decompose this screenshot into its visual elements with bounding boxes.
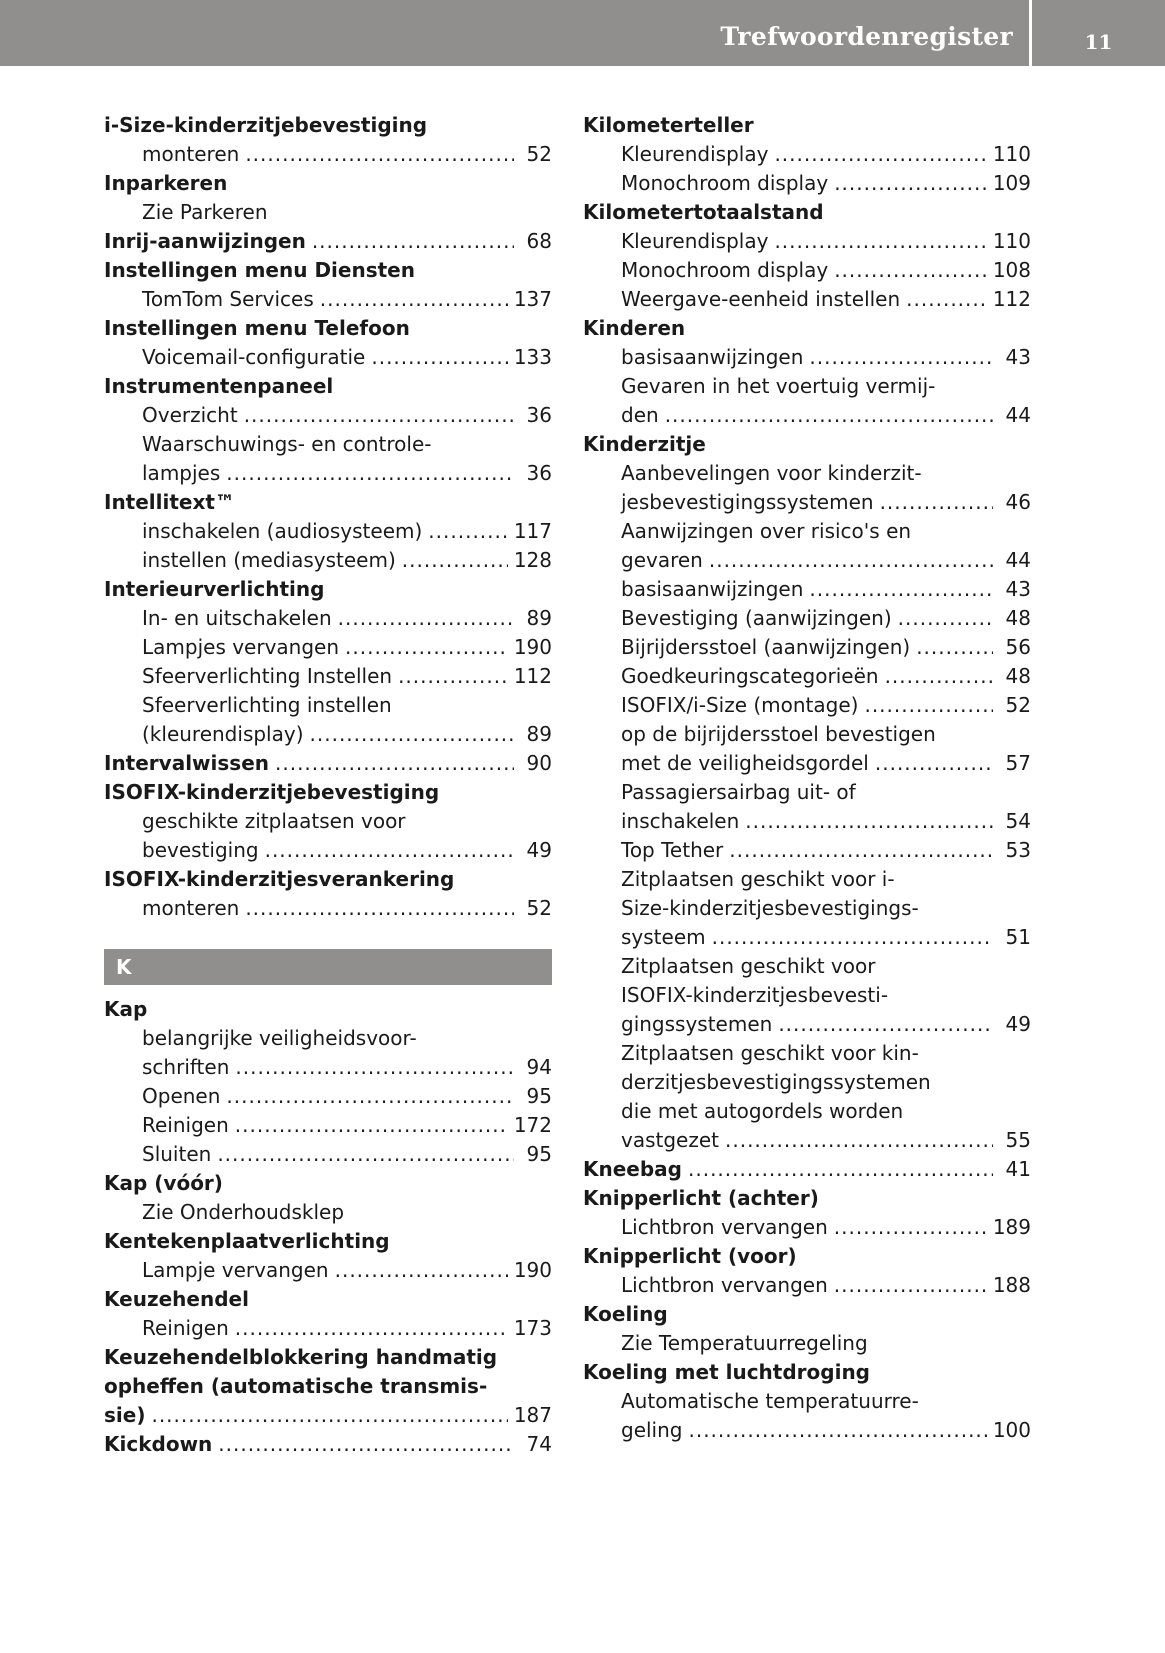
entry-text: ISOFIX-kinderzitjebevestiging — [104, 780, 440, 804]
index-entry — [104, 995, 552, 1024]
page-reference: 52 — [526, 896, 552, 920]
page-reference: 128 — [513, 548, 552, 572]
entry-text: Kap — [104, 997, 148, 1021]
dot-leader — [745, 807, 993, 836]
page-reference: 89 — [526, 606, 552, 630]
entry-text: Kleurendisplay — [621, 229, 769, 253]
entry-text: gingssystemen — [621, 1012, 773, 1036]
dot-leader — [834, 256, 987, 285]
page-reference: 94 — [526, 1055, 552, 1079]
index-list-k — [104, 995, 552, 1459]
section-header-k: K — [104, 949, 552, 985]
index-subentry — [104, 720, 552, 749]
page-reference: 109 — [992, 171, 1031, 195]
entry-text: Instrumentenpaneel — [104, 374, 334, 398]
entry-text: Koeling met luchtdroging — [583, 1360, 871, 1384]
entry-text: Interieurverlichting — [104, 577, 325, 601]
index-entry — [104, 1227, 552, 1256]
page-reference: 36 — [526, 403, 552, 427]
entry-text: Kickdown — [104, 1432, 213, 1456]
entry-text: Kilometertotaalstand — [583, 200, 824, 224]
dot-leader — [729, 836, 993, 865]
entry-text: monteren — [142, 142, 240, 166]
page-reference: 48 — [1005, 664, 1031, 688]
entry-text: met de veiligheidsgordel — [621, 751, 869, 775]
index-entry — [104, 169, 552, 198]
entry-text: belangrijke veiligheidsvoor- — [142, 1026, 417, 1050]
index-subentry — [104, 401, 552, 430]
entry-text: geling — [621, 1418, 683, 1442]
dot-leader — [834, 1213, 987, 1242]
entry-text: Aanbevelingen voor kinderzit- — [621, 461, 922, 485]
page-reference: 112 — [992, 287, 1031, 311]
dot-leader — [235, 1111, 508, 1140]
entry-text: Lampjes vervangen — [142, 635, 340, 659]
dot-leader — [834, 1271, 987, 1300]
index-subentry — [583, 1271, 1031, 1300]
index-subentry — [583, 1329, 1031, 1358]
index-entry — [104, 865, 552, 894]
index-subentry — [583, 836, 1031, 865]
index-subentry — [104, 807, 552, 836]
entry-text: Koeling — [583, 1302, 668, 1326]
dot-leader — [244, 401, 514, 430]
dot-leader — [335, 1256, 508, 1285]
page-reference: 190 — [513, 635, 552, 659]
index-subentry — [104, 1198, 552, 1227]
page-reference: 108 — [992, 258, 1031, 282]
dot-leader — [338, 604, 514, 633]
entry-text: basisaanwijzingen — [621, 577, 804, 601]
index-subentry — [583, 401, 1031, 430]
page-reference: 54 — [1005, 809, 1031, 833]
index-subentry — [583, 1126, 1031, 1155]
dot-leader — [235, 1314, 508, 1343]
page-reference: 110 — [992, 229, 1031, 253]
entry-text: Knipperlicht (voor) — [583, 1244, 797, 1268]
index-entry — [583, 1358, 1031, 1387]
index-entry — [104, 749, 552, 778]
entry-text: Sfeerverlichting instellen — [142, 693, 392, 717]
entry-text: systeem — [621, 925, 706, 949]
dot-leader — [245, 894, 514, 923]
index-entry — [583, 1300, 1031, 1329]
page-reference: 90 — [526, 751, 552, 775]
page-reference: 89 — [526, 722, 552, 746]
page-reference: 36 — [526, 461, 552, 485]
index-subentry — [104, 198, 552, 227]
entry-text: i-Size-kinderzitjebevestiging — [104, 113, 428, 137]
page-reference: 52 — [526, 142, 552, 166]
index-subentry — [583, 1387, 1031, 1416]
entry-text: Instellingen menu Diensten — [104, 258, 415, 282]
entry-text: Sluiten — [142, 1142, 212, 1166]
dot-leader — [880, 488, 993, 517]
entry-text: Inrij-aanwijzingen — [104, 229, 306, 253]
index-subentry — [104, 662, 552, 691]
entry-text: den — [621, 403, 659, 427]
entry-text: Keuzehendel — [104, 1287, 249, 1311]
entry-text: Kleurendisplay — [621, 142, 769, 166]
index-subentry — [583, 894, 1031, 923]
page-reference: 44 — [1005, 548, 1031, 572]
entry-text: schriften — [142, 1055, 230, 1079]
index-subentry — [104, 140, 552, 169]
dot-leader — [428, 517, 508, 546]
entry-text: die met autogordels worden — [621, 1099, 904, 1123]
dot-leader — [345, 633, 508, 662]
dot-leader — [885, 662, 993, 691]
entry-text: derzitjesbevestigingssystemen — [621, 1070, 931, 1094]
entry-text: jesbevestigingssystemen — [621, 490, 874, 514]
page-reference: 74 — [526, 1432, 552, 1456]
index-subentry — [583, 604, 1031, 633]
dot-leader — [916, 633, 993, 662]
entry-text: Zitplaatsen geschikt voor kin- — [621, 1041, 919, 1065]
entry-text: op de bijrijdersstoel bevestigen — [621, 722, 936, 746]
page-reference: 172 — [513, 1113, 552, 1137]
index-subentry — [104, 691, 552, 720]
page-reference: 187 — [513, 1403, 552, 1427]
index-entry — [104, 111, 552, 140]
index-entry — [104, 1343, 552, 1372]
page-reference: 95 — [526, 1142, 552, 1166]
index-subentry — [104, 604, 552, 633]
dot-leader — [371, 343, 507, 372]
dot-leader — [774, 227, 986, 256]
page-reference: 117 — [513, 519, 552, 543]
index-entry — [583, 1184, 1031, 1213]
entry-text: Kilometerteller — [583, 113, 754, 137]
entry-text: Openen — [142, 1084, 221, 1108]
page-reference: 44 — [1005, 403, 1031, 427]
index-entry — [104, 778, 552, 807]
entry-text: Bijrijdersstoel (aanwijzingen) — [621, 635, 911, 659]
page-number: 11 — [1084, 30, 1113, 54]
dot-leader — [712, 923, 993, 952]
dot-leader — [275, 749, 514, 778]
page-reference: 133 — [513, 345, 552, 369]
entry-text: Zie Temperatuurregeling — [621, 1331, 868, 1355]
page-reference: 56 — [1005, 635, 1031, 659]
entry-text: Zitplaatsen geschikt voor i- — [621, 867, 895, 891]
entry-text: Voicemail-configuratie — [142, 345, 366, 369]
index-subentry — [104, 517, 552, 546]
index-entry — [104, 1372, 552, 1401]
entry-text: Lichtbron vervangen — [621, 1215, 828, 1239]
entry-text: Bevestiging (aanwijzingen) — [621, 606, 892, 630]
page-reference: 43 — [1005, 345, 1031, 369]
index-subentry — [104, 1140, 552, 1169]
entry-text: ISOFIX-kinderzitjesbevesti- — [621, 983, 889, 1007]
index-subentry — [104, 1024, 552, 1053]
dot-leader — [217, 1140, 514, 1169]
dot-leader — [864, 691, 993, 720]
entry-text: Instellingen menu Telefoon — [104, 316, 410, 340]
entry-text: Passagiersairbag uit- of — [621, 780, 856, 804]
index-entry — [104, 314, 552, 343]
entry-text: Sfeerverlichting Instellen — [142, 664, 393, 688]
index-entry — [104, 1401, 552, 1430]
entry-text: (kleurendisplay) — [142, 722, 304, 746]
entry-text: Monochroom display — [621, 171, 829, 195]
entry-text: Lampje vervangen — [142, 1258, 329, 1282]
dot-leader — [898, 604, 993, 633]
index-list-k-continued — [583, 111, 1031, 1445]
index-entry — [104, 575, 552, 604]
entry-text: In- en uitschakelen — [142, 606, 332, 630]
dot-leader — [778, 1010, 993, 1039]
entry-text: Kentekenplaatverlichting — [104, 1229, 390, 1253]
entry-text: inschakelen (audiosysteem) — [142, 519, 423, 543]
index-subentry — [583, 981, 1031, 1010]
entry-text: lampjes — [142, 461, 221, 485]
index-subentry — [583, 285, 1031, 314]
entry-text: Lichtbron vervangen — [621, 1273, 828, 1297]
page-reference: 188 — [992, 1273, 1031, 1297]
dot-leader — [725, 1126, 993, 1155]
dot-leader — [402, 546, 508, 575]
entry-text: Size-kinderzitjesbevestigings- — [621, 896, 919, 920]
index-subentry — [583, 691, 1031, 720]
index-subentry — [583, 633, 1031, 662]
dot-leader — [906, 285, 987, 314]
page-reference: 173 — [513, 1316, 552, 1340]
index-list-i — [104, 111, 552, 923]
entry-text: ISOFIX-kinderzitjesverankering — [104, 867, 455, 891]
index-entry — [583, 198, 1031, 227]
entry-text: Zitplaatsen geschikt voor — [621, 954, 876, 978]
index-column-right — [583, 111, 1031, 1445]
dot-leader — [665, 401, 993, 430]
page-reference: 110 — [992, 142, 1031, 166]
index-subentry — [583, 807, 1031, 836]
entry-text: Aanwijzingen over risico's en — [621, 519, 912, 543]
index-subentry — [104, 633, 552, 662]
index-entry — [583, 430, 1031, 459]
page-reference: 68 — [526, 229, 552, 253]
entry-text: Kinderzitje — [583, 432, 706, 456]
index-subentry — [583, 575, 1031, 604]
entry-text: Waarschuwings- en controle- — [142, 432, 432, 456]
dot-leader — [218, 1430, 514, 1459]
entry-text: bevestiging — [142, 838, 259, 862]
entry-text: Gevaren in het voertuig vermij- — [621, 374, 936, 398]
index-entry — [583, 314, 1031, 343]
page-reference: 48 — [1005, 606, 1031, 630]
page-reference: 189 — [992, 1215, 1031, 1239]
entry-text: Monochroom display — [621, 258, 829, 282]
entry-text: geschikte zitplaatsen voor — [142, 809, 406, 833]
page-reference: 112 — [513, 664, 552, 688]
index-subentry — [104, 285, 552, 314]
entry-text: inschakelen — [621, 809, 740, 833]
entry-text: Automatische temperatuurre- — [621, 1389, 919, 1413]
dot-leader — [151, 1401, 507, 1430]
page-reference: 49 — [526, 838, 552, 862]
dot-leader — [809, 575, 993, 604]
dot-leader — [226, 1082, 514, 1111]
index-subentry — [104, 546, 552, 575]
index-subentry — [104, 1082, 552, 1111]
entry-text: Inparkeren — [104, 171, 228, 195]
dot-leader — [774, 140, 986, 169]
page-reference: 57 — [1005, 751, 1031, 775]
entry-text: TomTom Services — [142, 287, 314, 311]
index-subentry — [583, 1068, 1031, 1097]
index-entry — [583, 1242, 1031, 1271]
entry-text: Zie Onderhoudsklep — [142, 1200, 345, 1224]
page-reference: 52 — [1005, 693, 1031, 717]
index-subentry — [583, 662, 1031, 691]
entry-text: Kinderen — [583, 316, 686, 340]
page-reference: 53 — [1005, 838, 1031, 862]
index-subentry — [104, 1111, 552, 1140]
index-subentry — [583, 749, 1031, 778]
dot-leader — [834, 169, 987, 198]
index-subentry — [104, 1256, 552, 1285]
entry-text: sie) — [104, 1403, 146, 1427]
index-subentry — [583, 372, 1031, 401]
index-entry — [104, 256, 552, 285]
index-subentry — [104, 894, 552, 923]
index-subentry — [583, 488, 1031, 517]
index-subentry — [583, 169, 1031, 198]
dot-leader — [688, 1416, 986, 1445]
entry-text: ISOFIX/i-Size (montage) — [621, 693, 859, 717]
index-subentry — [583, 778, 1031, 807]
index-entry — [104, 1169, 552, 1198]
entry-text: Intellitext™ — [104, 490, 235, 514]
entry-text: Kap (vóór) — [104, 1171, 223, 1195]
index-subentry — [104, 459, 552, 488]
entry-text: Zie Parkeren — [142, 200, 268, 224]
index-entry — [104, 372, 552, 401]
dot-leader — [809, 343, 993, 372]
entry-text: vastgezet — [621, 1128, 719, 1152]
index-subentry — [583, 952, 1031, 981]
entry-text: monteren — [142, 896, 240, 920]
index-subentry — [583, 865, 1031, 894]
index-subentry — [104, 1053, 552, 1082]
entry-text: instellen (mediasysteem) — [142, 548, 396, 572]
dot-leader — [398, 662, 508, 691]
entry-text: opheffen (automatische transmis- — [104, 1374, 488, 1398]
dot-leader — [709, 546, 993, 575]
index-subentry — [583, 1213, 1031, 1242]
entry-text: Goedkeuringscategorieën — [621, 664, 879, 688]
page-reference: 55 — [1005, 1128, 1031, 1152]
dot-leader — [226, 459, 514, 488]
index-subentry — [583, 923, 1031, 952]
dot-leader — [688, 1155, 993, 1184]
page-reference: 190 — [513, 1258, 552, 1282]
index-subentry — [583, 140, 1031, 169]
index-subentry — [583, 227, 1031, 256]
index-column-left — [104, 111, 552, 1459]
index-subentry — [583, 1416, 1031, 1445]
index-subentry — [583, 1039, 1031, 1068]
index-subentry — [583, 1010, 1031, 1039]
page-reference: 41 — [1005, 1157, 1031, 1181]
page-reference: 100 — [992, 1418, 1031, 1442]
dot-leader — [312, 227, 514, 256]
index-subentry — [104, 343, 552, 372]
page-header — [0, 0, 1165, 66]
page-reference: 46 — [1005, 490, 1031, 514]
entry-text: Keuzehendelblokkering handmatig — [104, 1345, 498, 1369]
index-subentry — [104, 1314, 552, 1343]
entry-text: basisaanwijzingen — [621, 345, 804, 369]
entry-text: gevaren — [621, 548, 703, 572]
index-subentry — [104, 836, 552, 865]
dot-leader — [875, 749, 993, 778]
page-reference: 95 — [526, 1084, 552, 1108]
page-reference: 49 — [1005, 1012, 1031, 1036]
dot-leader — [235, 1053, 514, 1082]
index-entry — [104, 227, 552, 256]
index-entry — [104, 488, 552, 517]
index-subentry — [583, 546, 1031, 575]
page-reference: 43 — [1005, 577, 1031, 601]
index-subentry — [583, 343, 1031, 372]
index-entry — [583, 111, 1031, 140]
page-reference: 51 — [1005, 925, 1031, 949]
index-subentry — [583, 517, 1031, 546]
index-entry — [104, 1430, 552, 1459]
index-subentry — [583, 720, 1031, 749]
index-subentry — [583, 1097, 1031, 1126]
entry-text: Reinigen — [142, 1316, 229, 1340]
entry-text: Knipperlicht (achter) — [583, 1186, 819, 1210]
index-subentry — [583, 256, 1031, 285]
header-title: Trefwoordenregister — [720, 22, 1013, 51]
page-reference: 137 — [513, 287, 552, 311]
index-entry — [104, 1285, 552, 1314]
dot-leader — [310, 720, 514, 749]
index-entry — [583, 1155, 1031, 1184]
entry-text: Kneebag — [583, 1157, 682, 1181]
index-subentry — [583, 459, 1031, 488]
entry-text: Overzicht — [142, 403, 238, 427]
entry-text: Intervalwissen — [104, 751, 269, 775]
dot-leader — [265, 836, 514, 865]
entry-text: Weergave-eenheid instellen — [621, 287, 901, 311]
entry-text: Top Tether — [621, 838, 724, 862]
entry-text: Reinigen — [142, 1113, 229, 1137]
dot-leader — [320, 285, 508, 314]
index-subentry — [104, 430, 552, 459]
dot-leader — [245, 140, 514, 169]
